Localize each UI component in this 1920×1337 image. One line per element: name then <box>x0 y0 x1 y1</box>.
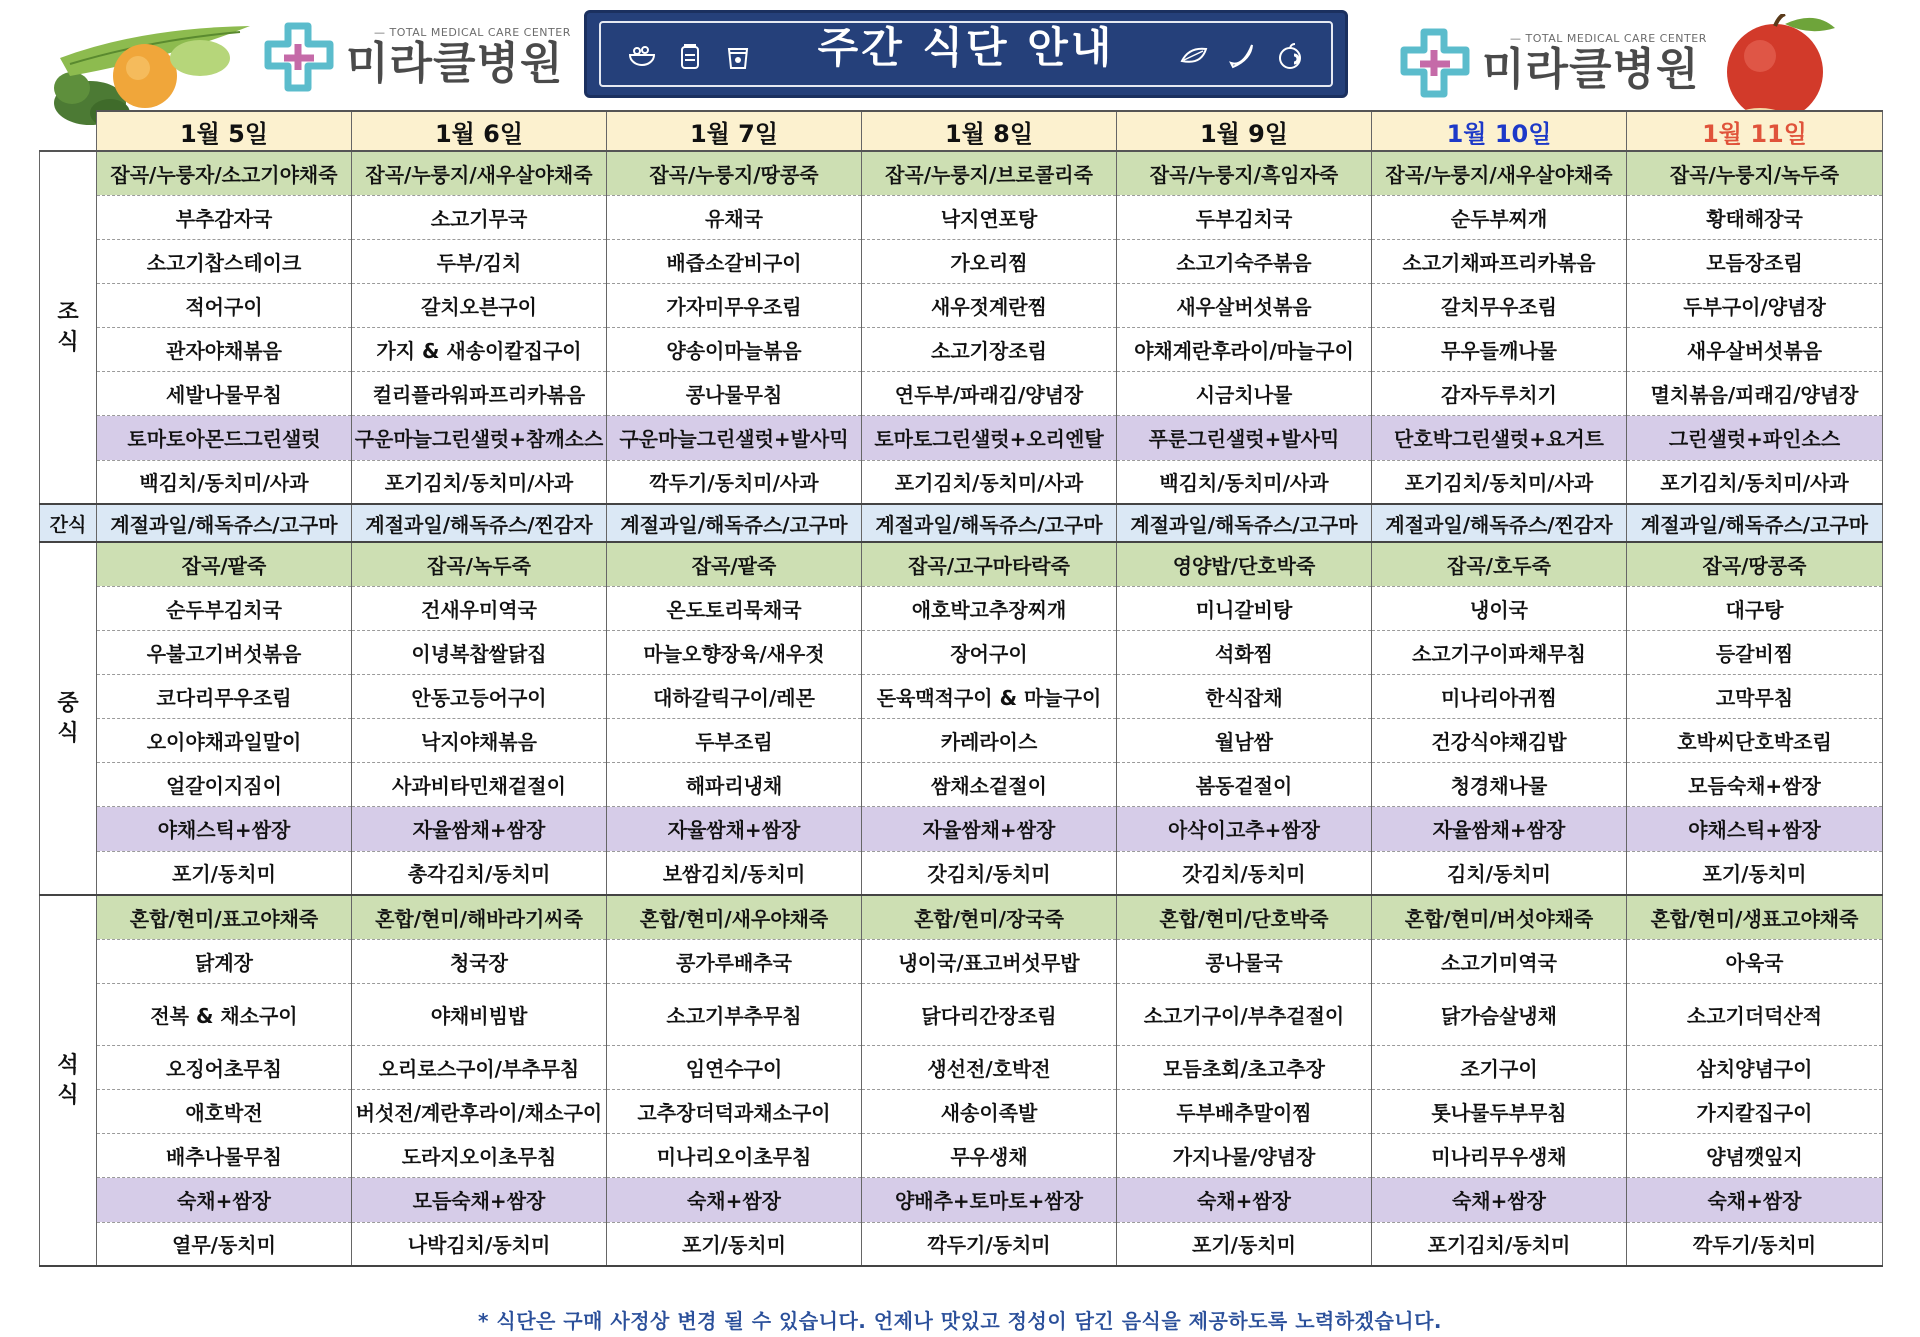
menu-cell: 부추감자국 <box>97 195 352 239</box>
menu-cell: 잡곡/누룽지/흑임자죽 <box>1117 151 1372 195</box>
menu-cell: 잡곡/누룽지/새우살야채죽 <box>352 151 607 195</box>
menu-cell: 유채국 <box>607 195 862 239</box>
menu-cell: 그린샐럿+파인소스 <box>1627 415 1883 460</box>
menu-cell: 잡곡/녹두죽 <box>352 542 607 586</box>
dinner-row <box>40 1222 1883 1266</box>
menu-cell: 세발나물무침 <box>97 371 352 415</box>
menu-cell: 안동고등어구이 <box>352 674 607 718</box>
menu-cell: 시금치나물 <box>1117 371 1372 415</box>
lunch-row <box>40 630 1883 674</box>
menu-cell: 깍두기/동치미 <box>862 1222 1117 1266</box>
lunch-row <box>40 542 1883 586</box>
menu-cell: 아욱국 <box>1627 939 1883 983</box>
menu-cell: 모듬장조림 <box>1627 239 1883 283</box>
menu-cell: 관자야채볶음 <box>97 327 352 371</box>
menu-cell: 무우들깨나물 <box>1372 327 1627 371</box>
menu-cell: 아삭이고추+쌈장 <box>1117 806 1372 851</box>
menu-cell: 잡곡/호두죽 <box>1372 542 1627 586</box>
day-header: 1월 9일 <box>1117 111 1372 151</box>
menu-cell: 갓김치/동치미 <box>1117 851 1372 895</box>
hospital-logo-left <box>262 20 571 94</box>
menu-cell: 온도토리묵채국 <box>607 586 862 630</box>
menu-cell: 오징어초무침 <box>97 1045 352 1089</box>
menu-cell: 모듬숙채+쌈장 <box>1627 762 1883 806</box>
menu-cell: 숙채+쌈장 <box>1372 1177 1627 1222</box>
menu-cell: 냉이국 <box>1372 586 1627 630</box>
menu-cell: 콩나물무침 <box>607 371 862 415</box>
menu-cell: 야채스틱+쌈장 <box>1627 806 1883 851</box>
menu-cell: 감자두루치기 <box>1372 371 1627 415</box>
lunch-row <box>40 806 1883 851</box>
menu-cell: 해파리냉채 <box>607 762 862 806</box>
menu-cell: 새송이족발 <box>862 1089 1117 1133</box>
menu-cell: 자율쌈채+쌈장 <box>607 806 862 851</box>
menu-cell: 혼합/현미/단호박죽 <box>1117 895 1372 939</box>
lunch-row <box>40 586 1883 630</box>
lunch-row <box>40 762 1883 806</box>
menu-cell: 닭가슴살냉채 <box>1372 983 1627 1045</box>
menu-cell: 계절과일/해독쥬스/고구마 <box>1627 504 1883 542</box>
menu-cell: 푸룬그린샐럿+발사믹 <box>1117 415 1372 460</box>
menu-cell: 배즙소갈비구이 <box>607 239 862 283</box>
menu-cell: 숙채+쌈장 <box>1627 1177 1883 1222</box>
menu-cell: 숙채+쌈장 <box>607 1177 862 1222</box>
menu-cell: 가오리찜 <box>862 239 1117 283</box>
day-header-sunday: 1월 11일 <box>1627 111 1883 151</box>
menu-cell: 깍두기/동치미 <box>1627 1222 1883 1266</box>
lunch-row <box>40 718 1883 762</box>
menu-cell: 낙지연포탕 <box>862 195 1117 239</box>
menu-cell: 멸치볶음/피래김/양념장 <box>1627 371 1883 415</box>
menu-cell: 닭다리간장조림 <box>862 983 1117 1045</box>
menu-cell: 고추장더덕과채소구이 <box>607 1089 862 1133</box>
breakfast-row <box>40 151 1883 195</box>
breakfast-row <box>40 371 1883 415</box>
dinner-label <box>40 895 97 1266</box>
menu-cell: 가지나물/양념장 <box>1117 1133 1372 1177</box>
menu-cell: 가지 & 새송이칼집구이 <box>352 327 607 371</box>
dinner-row <box>40 939 1883 983</box>
title-banner <box>584 10 1348 98</box>
menu-cell: 대구탕 <box>1627 586 1883 630</box>
menu-cell: 갈치오븐구이 <box>352 283 607 327</box>
menu-cell: 무우생채 <box>862 1133 1117 1177</box>
dinner-row <box>40 1177 1883 1222</box>
menu-cell: 삼치양념구이 <box>1627 1045 1883 1089</box>
menu-cell: 가지칼집구이 <box>1627 1089 1883 1133</box>
menu-cell: 잡곡/땅콩죽 <box>1627 542 1883 586</box>
menu-cell: 단호박그린샐럿+요거트 <box>1372 415 1627 460</box>
menu-cell: 백김치/동치미/사과 <box>97 460 352 504</box>
menu-cell: 생선전/호박전 <box>862 1045 1117 1089</box>
lunch-row <box>40 674 1883 718</box>
menu-cell: 두부김치국 <box>1117 195 1372 239</box>
menu-cell: 마늘오향장육/새우젓 <box>607 630 862 674</box>
banana-icon <box>1227 41 1257 71</box>
menu-cell: 조기구이 <box>1372 1045 1627 1089</box>
menu-cell: 소고기부추무침 <box>607 983 862 1045</box>
hospital-name: 미라클병원 <box>346 37 564 89</box>
menu-cell: 미나리오이초무침 <box>607 1133 862 1177</box>
breakfast-row <box>40 415 1883 460</box>
menu-cell: 잡곡/팥죽 <box>97 542 352 586</box>
breakfast-row <box>40 195 1883 239</box>
menu-cell: 석화찜 <box>1117 630 1372 674</box>
breakfast-row <box>40 239 1883 283</box>
menu-cell: 오이야채과일말이 <box>97 718 352 762</box>
apple-icon <box>1275 41 1305 71</box>
menu-cell: 적어구이 <box>97 283 352 327</box>
menu-cell: 잡곡/누룽자/소고기야채죽 <box>97 151 352 195</box>
menu-cell: 갈치무우조림 <box>1372 283 1627 327</box>
menu-cell: 봄동겉절이 <box>1117 762 1372 806</box>
menu-cell: 양배추+토마토+쌈장 <box>862 1177 1117 1222</box>
menu-cell: 고막무침 <box>1627 674 1883 718</box>
menu-cell: 애호박전 <box>97 1089 352 1133</box>
menu-cell: 잡곡/팥죽 <box>607 542 862 586</box>
menu-cell: 구운마늘그린샐럿+참깨소스 <box>352 415 607 460</box>
snack-label: 간식 <box>40 504 97 542</box>
menu-cell: 컬리플라워파프리카볶음 <box>352 371 607 415</box>
menu-cell: 나박김치/동치미 <box>352 1222 607 1266</box>
menu-cell: 모듬숙채+쌈장 <box>352 1177 607 1222</box>
menu-cell: 계절과일/해독쥬스/찐감자 <box>352 504 607 542</box>
menu-cell: 새우살버섯볶음 <box>1627 327 1883 371</box>
dinner-row <box>40 983 1883 1045</box>
corner-cell <box>40 111 97 151</box>
menu-cell: 보쌈김치/동치미 <box>607 851 862 895</box>
menu-cell: 포기/동치미 <box>1627 851 1883 895</box>
menu-cell: 갓김치/동치미 <box>862 851 1117 895</box>
menu-cell: 계절과일/해독쥬스/찐감자 <box>1372 504 1627 542</box>
menu-cell: 배추나물무침 <box>97 1133 352 1177</box>
breakfast-row <box>40 327 1883 371</box>
menu-cell: 토마토그린샐럿+오리엔탈 <box>862 415 1117 460</box>
dinner-row <box>40 1045 1883 1089</box>
menu-cell: 호박씨단호박조림 <box>1627 718 1883 762</box>
page-title: 주간 식단 안내 <box>817 23 1115 72</box>
meal-label-char: 식 <box>57 1082 79 1108</box>
menu-cell: 숙채+쌈장 <box>1117 1177 1372 1222</box>
dinner-row <box>40 1133 1883 1177</box>
menu-cell: 두부구이/양념장 <box>1627 283 1883 327</box>
menu-cell: 코다리무우조림 <box>97 674 352 718</box>
day-header: 1월 8일 <box>862 111 1117 151</box>
menu-cell: 혼합/현미/표고야채죽 <box>97 895 352 939</box>
menu-cell: 자율쌈채+쌈장 <box>1372 806 1627 851</box>
menu-cell: 도라지오이초무침 <box>352 1133 607 1177</box>
menu-cell: 돈육맥적구이 & 마늘구이 <box>862 674 1117 718</box>
menu-cell: 계절과일/해독쥬스/고구마 <box>862 504 1117 542</box>
menu-cell: 톳나물두부무침 <box>1372 1089 1627 1133</box>
day-header: 1월 6일 <box>352 111 607 151</box>
menu-cell: 콩가루배추국 <box>607 939 862 983</box>
hospital-cross-logo <box>1398 26 1472 100</box>
menu-cell: 계절과일/해독쥬스/고구마 <box>607 504 862 542</box>
menu-cell: 양념깻잎지 <box>1627 1133 1883 1177</box>
menu-cell: 사과비타민채겉절이 <box>352 762 607 806</box>
menu-cell: 야채비빔밥 <box>352 983 607 1045</box>
menu-cell: 자율쌈채+쌈장 <box>352 806 607 851</box>
menu-cell: 포기김치/동치미/사과 <box>1372 460 1627 504</box>
menu-cell: 포기/동치미 <box>97 851 352 895</box>
menu-cell: 포기김치/동치미/사과 <box>352 460 607 504</box>
meal-label-char: 식 <box>57 329 79 355</box>
menu-cell: 포기/동치미 <box>607 1222 862 1266</box>
menu-cell: 쌈채소겉절이 <box>862 762 1117 806</box>
menu-cell: 가자미무우조림 <box>607 283 862 327</box>
menu-cell: 소고기미역국 <box>1372 939 1627 983</box>
meal-label-char: 조 <box>57 299 79 325</box>
menu-cell: 연두부/파래김/양념장 <box>862 371 1117 415</box>
hospital-logo-right <box>1398 26 1707 100</box>
menu-cell: 냉이국/표고버섯무밥 <box>862 939 1117 983</box>
menu-cell: 야채계란후라이/마늘구이 <box>1117 327 1372 371</box>
day-header-saturday: 1월 10일 <box>1372 111 1627 151</box>
menu-cell: 혼합/현미/새우야채죽 <box>607 895 862 939</box>
menu-cell: 소고기무국 <box>352 195 607 239</box>
menu-cell: 임연수구이 <box>607 1045 862 1089</box>
menu-cell: 구운마늘그린샐럿+발사믹 <box>607 415 862 460</box>
menu-cell: 낙지야채볶음 <box>352 718 607 762</box>
menu-cell: 포기김치/동치미/사과 <box>862 460 1117 504</box>
snack-row <box>40 504 1883 542</box>
menu-cell: 숙채+쌈장 <box>97 1177 352 1222</box>
menu-cell: 소고기구이파채무침 <box>1372 630 1627 674</box>
menu-cell: 포기김치/동치미/사과 <box>1627 460 1883 504</box>
footer-note: * 식단은 구매 사정상 변경 될 수 있습니다. 언제나 맛있고 정성이 담긴 음식을 제공하도록 노력하겠습니다. <box>477 1309 1443 1333</box>
menu-cell: 잡곡/누룽지/브로콜리죽 <box>862 151 1117 195</box>
menu-cell: 야채스틱+쌈장 <box>97 806 352 851</box>
menu-cell: 미나리아귀찜 <box>1372 674 1627 718</box>
menu-cell: 소고기구이/부추겉절이 <box>1117 983 1372 1045</box>
menu-cell: 영양밥/단호박죽 <box>1117 542 1372 586</box>
menu-cell: 잡곡/누룽지/녹두죽 <box>1627 151 1883 195</box>
menu-cell: 포기/동치미 <box>1117 1222 1372 1266</box>
menu-cell: 잡곡/누룽지/새우살야채죽 <box>1372 151 1627 195</box>
menu-cell: 소고기숙주볶음 <box>1117 239 1372 283</box>
lunch-label <box>40 542 97 895</box>
menu-cell: 혼합/현미/해바라기씨죽 <box>352 895 607 939</box>
menu-cell: 전복 & 채소구이 <box>97 983 352 1045</box>
menu-cell: 닭계장 <box>97 939 352 983</box>
menu-cell: 애호박고추장찌개 <box>862 586 1117 630</box>
day-header-row <box>40 111 1883 151</box>
menu-cell: 김치/동치미 <box>1372 851 1627 895</box>
logo-subtitle: — TOTAL MEDICAL CARE CENTER <box>374 25 571 39</box>
breakfast-label <box>40 151 97 504</box>
menu-cell: 건강식야채김밥 <box>1372 718 1627 762</box>
menu-cell: 한식잡채 <box>1117 674 1372 718</box>
menu-cell: 두부조림 <box>607 718 862 762</box>
menu-cell: 잡곡/누룽지/땅콩죽 <box>607 151 862 195</box>
menu-cell: 백김치/동치미/사과 <box>1117 460 1372 504</box>
menu-cell: 얼갈이지짐이 <box>97 762 352 806</box>
menu-cell: 버섯전/계란후라이/채소구이 <box>352 1089 607 1133</box>
menu-cell: 깍두기/동치미/사과 <box>607 460 862 504</box>
menu-cell: 대하갈릭구이/레몬 <box>607 674 862 718</box>
dinner-row <box>40 1089 1883 1133</box>
menu-cell: 새우살버섯볶음 <box>1117 283 1372 327</box>
menu-cell: 소고기채파프리카볶음 <box>1372 239 1627 283</box>
menu-cell: 순두부찌개 <box>1372 195 1627 239</box>
menu-cell: 등갈비찜 <box>1627 630 1883 674</box>
menu-cell: 장어구이 <box>862 630 1117 674</box>
weekly-menu-table <box>39 110 1883 1267</box>
meal-label-char: 중 <box>57 690 79 716</box>
menu-cell: 황태해장국 <box>1627 195 1883 239</box>
menu-cell: 모듬초회/초고추장 <box>1117 1045 1372 1089</box>
lunch-row <box>40 851 1883 895</box>
breakfast-row <box>40 283 1883 327</box>
menu-cell: 청국장 <box>352 939 607 983</box>
menu-cell: 자율쌈채+쌈장 <box>862 806 1117 851</box>
menu-cell: 월남쌈 <box>1117 718 1372 762</box>
menu-cell: 계절과일/해독쥬스/고구마 <box>1117 504 1372 542</box>
day-header: 1월 5일 <box>97 111 352 151</box>
meal-label-char: 석 <box>57 1052 79 1078</box>
menu-cell: 총각김치/동치미 <box>352 851 607 895</box>
menu-cell: 토마토아몬드그린샐럿 <box>97 415 352 460</box>
menu-cell: 포기김치/동치미 <box>1372 1222 1627 1266</box>
menu-cell: 소고기장조림 <box>862 327 1117 371</box>
menu-cell: 건새우미역국 <box>352 586 607 630</box>
hospital-name: 미라클병원 <box>1482 43 1700 95</box>
menu-cell: 소고기더덕산적 <box>1627 983 1883 1045</box>
menu-cell: 새우젓계란찜 <box>862 283 1117 327</box>
day-header: 1월 7일 <box>607 111 862 151</box>
menu-cell: 잡곡/고구마타락죽 <box>862 542 1117 586</box>
menu-cell: 혼합/현미/버섯야채죽 <box>1372 895 1627 939</box>
menu-cell: 이녕복찹쌀닭집 <box>352 630 607 674</box>
menu-cell: 소고기찹스테이크 <box>97 239 352 283</box>
logo-subtitle: — TOTAL MEDICAL CARE CENTER <box>1510 31 1707 45</box>
menu-cell: 콩나물국 <box>1117 939 1372 983</box>
dinner-row <box>40 895 1883 939</box>
menu-cell: 두부/김치 <box>352 239 607 283</box>
menu-cell: 혼합/현미/장국죽 <box>862 895 1117 939</box>
menu-cell: 혼합/현미/생표고야채죽 <box>1627 895 1883 939</box>
menu-cell: 미나리무우생채 <box>1372 1133 1627 1177</box>
page-header <box>0 0 1920 110</box>
menu-cell: 양송이마늘볶음 <box>607 327 862 371</box>
breakfast-row <box>40 460 1883 504</box>
menu-cell: 우불고기버섯볶음 <box>97 630 352 674</box>
menu-cell: 계절과일/해독쥬스/고구마 <box>97 504 352 542</box>
menu-cell: 미니갈비탕 <box>1117 586 1372 630</box>
menu-cell: 청경채나물 <box>1372 762 1627 806</box>
hospital-cross-logo <box>262 20 336 94</box>
menu-cell: 순두부김치국 <box>97 586 352 630</box>
menu-cell: 오리로스구이/부추무침 <box>352 1045 607 1089</box>
meal-label-char: 식 <box>57 720 79 746</box>
menu-cell: 열무/동치미 <box>97 1222 352 1266</box>
leaf-icon <box>1179 41 1209 71</box>
menu-cell: 카레라이스 <box>862 718 1117 762</box>
menu-cell: 두부배추말이찜 <box>1117 1089 1372 1133</box>
